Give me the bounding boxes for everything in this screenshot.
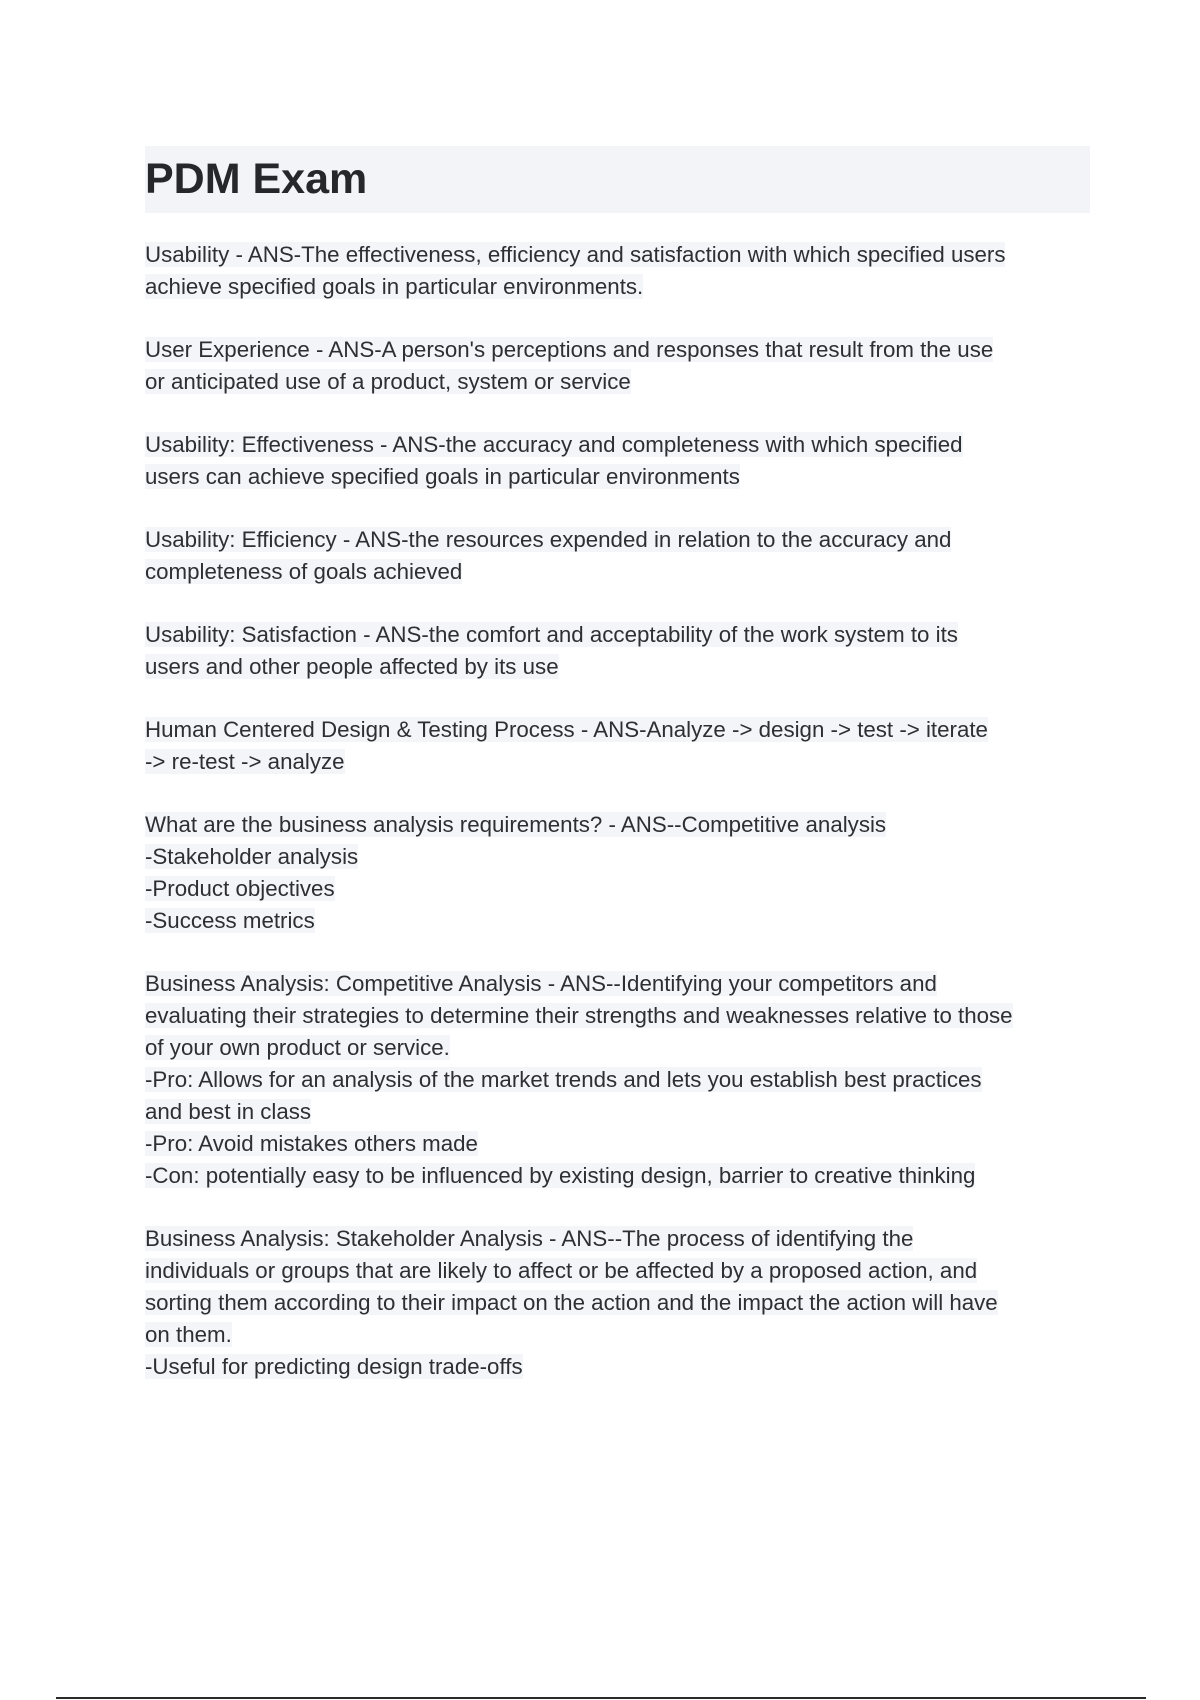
- entry-line: individuals or groups that are likely to affect or be affected by a proposed action, and: [145, 1258, 978, 1283]
- entry-line: Human Centered Design & Testing Process - ANS-Analyze -> design -> test -> iterate: [145, 717, 988, 742]
- entry-line: Usability: Satisfaction - ANS-the comfort and acceptability of the work system to its: [145, 622, 958, 647]
- entry-line: users can achieve specified goals in particular environments: [145, 464, 740, 489]
- footer-divider: [56, 1697, 1146, 1699]
- entry-line: achieve specified goals in particular environments.: [145, 274, 644, 299]
- qa-entry-effectiveness: [145, 429, 1090, 493]
- qa-entry-user-experience: [145, 334, 1090, 398]
- entry-line: -Product objectives: [145, 876, 335, 901]
- entry-line: or anticipated use of a product, system or service: [145, 369, 631, 394]
- entry-line: -Stakeholder analysis: [145, 844, 359, 869]
- qa-entry-business-analysis-requirements: [145, 809, 1090, 937]
- page-title: PDM Exam: [145, 155, 368, 203]
- entry-line: Usability: Efficiency - ANS-the resources expended in relation to the accuracy and: [145, 527, 952, 552]
- entry-line: evaluating their strategies to determine their strengths and weaknesses relative to those: [145, 1003, 1013, 1028]
- qa-entry-stakeholder-analysis: [145, 1223, 1090, 1383]
- entry-line: -Pro: Avoid mistakes others made: [145, 1131, 478, 1156]
- entry-line: User Experience - ANS-A person's perceptions and responses that result from the use: [145, 337, 994, 362]
- qa-entry-hcd-process: [145, 714, 1090, 778]
- entry-line: completeness of goals achieved: [145, 559, 463, 584]
- entry-line: of your own product or service.: [145, 1035, 450, 1060]
- qa-entry-competitive-analysis: [145, 968, 1090, 1192]
- entry-line: Business Analysis: Competitive Analysis - ANS--Identifying your competitors and: [145, 971, 937, 996]
- entry-line: -Con: potentially easy to be influenced by existing design, barrier to creative thinking: [145, 1163, 976, 1188]
- entry-line: -Success metrics: [145, 908, 315, 933]
- qa-entry-efficiency: [145, 524, 1090, 588]
- entry-line: on them.: [145, 1322, 232, 1347]
- entry-line: Business Analysis: Stakeholder Analysis - ANS--The process of identifying the: [145, 1226, 914, 1251]
- qa-entry-satisfaction: [145, 619, 1090, 683]
- entry-line: sorting them according to their impact on the action and the impact the action will have: [145, 1290, 998, 1315]
- entry-line: users and other people affected by its use: [145, 654, 559, 679]
- entry-line: Usability - ANS-The effectiveness, efficiency and satisfaction with which specified users: [145, 242, 1006, 267]
- title-bar: [145, 146, 1090, 213]
- document-page: [145, 146, 1090, 1414]
- entry-line: and best in class: [145, 1099, 312, 1124]
- entry-line: -> re-test -> analyze: [145, 749, 345, 774]
- entry-line: Usability: Effectiveness - ANS-the accuracy and completeness with which specified: [145, 432, 963, 457]
- qa-entry-usability: [145, 239, 1090, 303]
- entry-line: -Pro: Allows for an analysis of the market trends and lets you establish best practices: [145, 1067, 982, 1092]
- entry-line: -Useful for predicting design trade-offs: [145, 1354, 523, 1379]
- entry-line: What are the business analysis requirements? - ANS--Competitive analysis: [145, 812, 887, 837]
